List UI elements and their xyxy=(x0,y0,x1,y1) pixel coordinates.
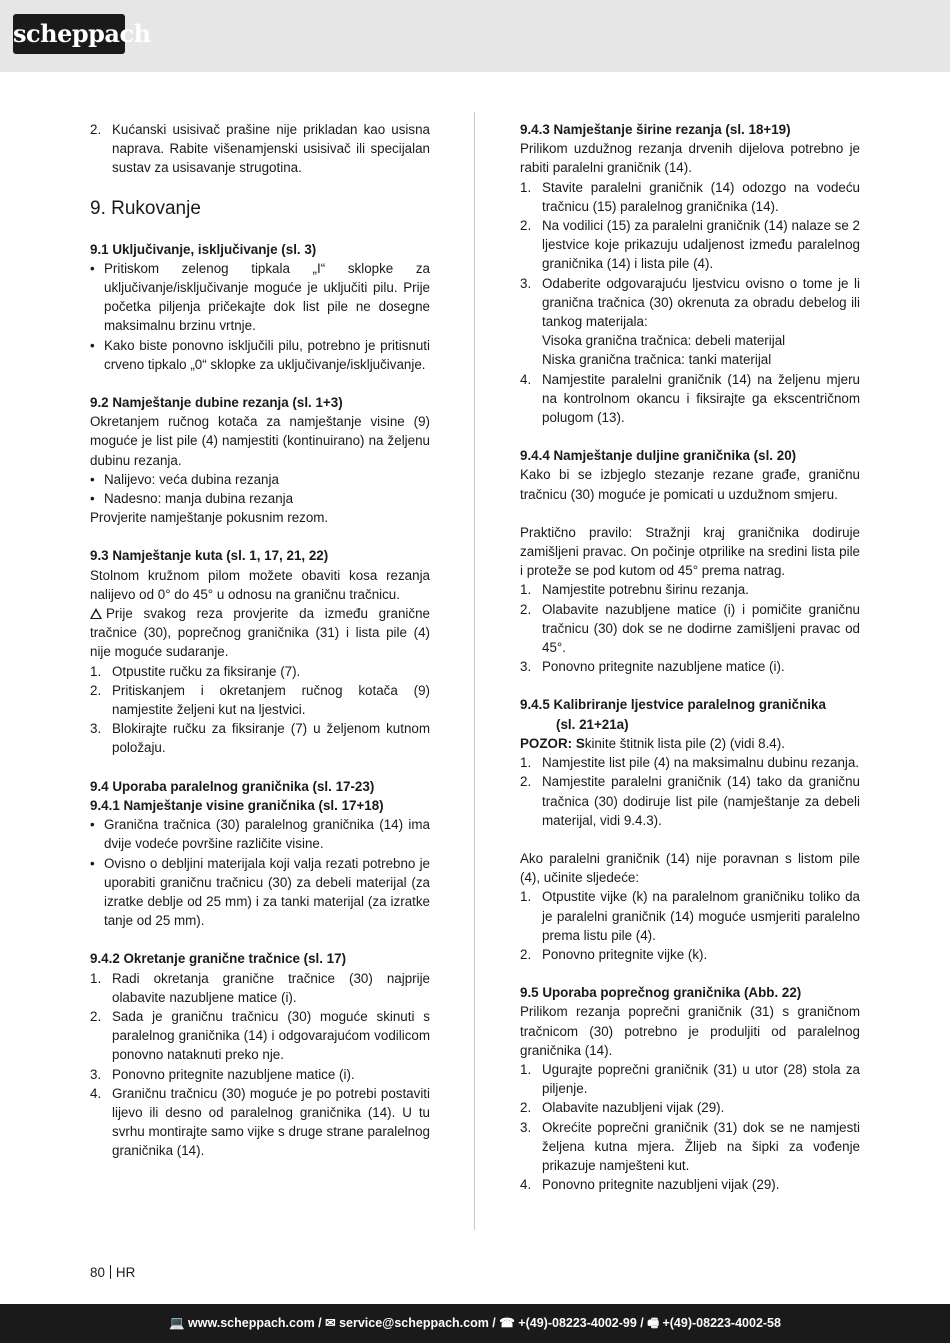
subsection-title-9-4-3: 9.4.3 Namještanje širine rezanja (sl. 18+19) xyxy=(520,122,791,137)
list-item: 3. Ponovno pritegnite nazubljene matice (i). xyxy=(90,1066,355,1082)
list-item: • Ovisno o debljini materijala koji valja rezati potrebno je uporabiti graničnu tračnicu (30) za debeli materijal (za izratke deblje od 25 mm) i za tanki materijal (za izratke tanje od 25 mm). xyxy=(90,855,430,929)
subsection-title-9-2: 9.2 Namještanje dubine rezanja (sl. 1+3) xyxy=(90,395,343,411)
header-bar xyxy=(0,0,950,72)
column-divider xyxy=(474,112,475,1230)
list-item: 2. Pritiskanjem i okretanjem ručnog kotača (9) namjestite željeni kut na ljestvici. xyxy=(90,682,430,718)
list-item: • Pritiskom zelenog tipkala „I“ sklopke za uključivanje/isključivanje moguće je uključiti pilu. Prije početka piljenja pričekajte dok list pile ne dosegne maksimalnu brzinu vrtnje. xyxy=(90,260,430,334)
caution-paragraph: POZOR: Skinite štitnik lista pile (2) (vidi 8.4). xyxy=(520,735,785,751)
list-item: 3. Odaberite odgovarajuću ljestvicu ovisno o tome je li granična tračnica (30) okrenuta za obradu debelog ili tankog materijala: xyxy=(520,275,860,330)
subsection-title-9-4-5: 9.4.5 Kalibriranje ljestvice paralelnog graničnika xyxy=(520,697,826,713)
paragraph: Visoka granična tračnica: debeli materijal xyxy=(542,333,786,349)
list-item: 1. Otpustite ručku za fiksiranje (7). xyxy=(90,663,301,679)
paragraph: Stolnom kružnom pilom možete obaviti kosa rezanja nalijevo od 0° do 45° u odnosu na graničnu tračnicu. xyxy=(90,567,430,602)
subsection-title-9-3: 9.3 Namještanje kuta (sl. 1, 17, 21, 22) xyxy=(90,548,329,564)
list-item: 4. Ponovno pritegnite nazubljeni vijak (29). xyxy=(520,1177,780,1193)
subsection-title-9-5: 9.5 Uporaba poprečnog graničnika (Abb. 22) xyxy=(520,985,802,1001)
left-column xyxy=(90,120,430,1161)
subsection-title-9-1: 9.1 Uključivanje, isključivanje (sl. 3) xyxy=(90,241,317,257)
list-item: 4. Graničnu tračnicu (30) moguće je po potrebi postaviti lijevo ili desno od paralelnog graničnika (14). U tu svrhu montirajte samo vijke s druge strane paralelnog graničnika (14). xyxy=(90,1085,430,1159)
list-item: 2. Na vodilici (15) za paralelni graničnik (14) nalaze se 2 ljestvice koje prikazuju udaljenost između paralelnog graničnika (14) i lista pile (4). xyxy=(520,218,860,272)
list-item: 2. Ponovno pritegnite vijke (k). xyxy=(520,946,708,962)
list-item: 1. Radi okretanja granične tračnice (30) najprije olabavite nazubljene matice (i). xyxy=(90,970,430,1005)
brand-logo: scheppach xyxy=(13,14,125,54)
list-item: 4. Namjestite paralelni graničnik (14) na željenu mjeru na kontrolnom okancu i fiksirajte ga ekscentričnom polugom (13). xyxy=(520,371,860,426)
list-item: • Kako biste ponovno isključili pilu, potrebno je pritisnuti crveno tipkalo „0“ sklopke za uključivanje/isključivanje. xyxy=(90,337,430,372)
paragraph: Praktično pravilo: Stražnji kraj graničnika dodiruje zamišljeni pravac. On počinje otprilike na sredini lista pile i proteže se pod kutom od 45° prema natrag. xyxy=(520,524,860,579)
list-item: 1. Stavite paralelni graničnik (14) odozgo na vodeću tračnicu (15) paralelnog graničnika (14). xyxy=(520,179,860,214)
list-item: 1. Ugurajte poprečni graničnik (31) u utor (28) stola za piljenje. xyxy=(520,1061,860,1097)
section-title: 9. Rukovanje xyxy=(90,197,201,219)
warning-paragraph: Prije svakog reza provjerite da između granične tračnice (30), poprečnog graničnika (31) i lista pile (4) nije moguće sudaranje. xyxy=(90,606,430,660)
subsection-title-9-4: 9.4 Uporaba paralelnog graničnika (sl. 17-23) xyxy=(90,778,375,794)
paragraph: Niska granična tračnica: tanki materijal xyxy=(542,352,772,368)
page-number: 80 HR xyxy=(90,1265,136,1280)
list-item: 2. Kućanski usisivač prašine nije prikladan kao usisna naprava. Rabite višenamjenski usisivač ili specijalan sustav za usisavanje strugotina. xyxy=(90,122,430,176)
list-item: 2. Olabavite nazubljene matice (i) i pomičite graničnu tračnicu (30) dok se ne dodirne zamišljeni pravac od 45°. xyxy=(520,601,860,656)
paragraph: Provjerite namještanje pokusnim rezom. xyxy=(90,510,329,526)
list-item: • Granična tračnica (30) paralelnog graničnika (14) ima dvije vodeće površine različite visine. xyxy=(90,817,430,852)
list-item: 1. Namjestite potrebnu širinu rezanja. xyxy=(520,582,749,598)
right-column xyxy=(520,120,860,1194)
paragraph: Okretanjem ručnog kotača za namještanje visine (9) moguće je list pile (4) namjestiti (kontinuirano) na željenu dubinu rezanja. xyxy=(90,414,430,468)
list-item: 1. Namjestite list pile (4) na maksimalnu dubinu rezanja. xyxy=(520,755,860,771)
list-item: • Nadesno: manja dubina rezanja xyxy=(90,491,294,507)
warning-icon xyxy=(90,608,102,619)
list-item: 3. Blokirajte ručku za fiksiranje (7) u željenom kutnom položaju. xyxy=(90,721,430,756)
list-item: • Nalijevo: veća dubina rezanja xyxy=(90,471,279,487)
paragraph: Kako bi se izbjeglo stezanje rezane građe, graničnu tračnicu (30) moguće je pomicati u uzdužnom smjeru. xyxy=(520,467,860,502)
list-item: 3. Ponovno pritegnite nazubljene matice (i). xyxy=(520,659,785,675)
paragraph: Prilikom uzdužnog rezanja drvenih dijelova potrebno je rabiti paralelni graničnik (14). xyxy=(520,141,860,176)
subsection-title-9-4-1: 9.4.1 Namještanje visine graničnika (sl. 17+18) xyxy=(90,797,384,813)
footer-contact-bar: 💻 www.scheppach.com / ✉ service@scheppach.com / ☎ +(49)-08223-4002-99 / 🖷 +(49)-08223-4002-58 xyxy=(0,1304,950,1343)
subsection-title-9-4-2: 9.4.2 Okretanje granične tračnice (sl. 17) xyxy=(90,951,347,967)
list-item: 3. Okrećite poprečni graničnik (31) dok se ne namjesti željena kutna mjera. Žlijeb na šipki za vođenje prikazuje namješteni kut. xyxy=(520,1119,860,1173)
list-item: 2. Olabavite nazubljeni vijak (29). xyxy=(520,1100,725,1116)
subsection-title-9-4-5-figures: (sl. 21+21a) xyxy=(556,716,629,732)
list-item: 2. Sada je graničnu tračnicu (30) moguće skinuti s paralelnog graničnika (14) i odgovarajućom vodilicom ponovno nataknuti preko nje. xyxy=(90,1008,430,1063)
list-item: 1. Otpustite vijke (k) na paralelnom graničniku toliko da je paralelni graničnik (14) moguće usmjeriti paralelno prema listu pile (4). xyxy=(520,889,860,943)
subsection-title-9-4-4: 9.4.4 Namještanje duljine graničnika (sl. 20) xyxy=(520,448,797,464)
list-item: 2. Namjestite paralelni graničnik (14) tako da graničnu tračnica (30) dodiruje list pile (namještanje za debeli materijal, vidi 9.4.3). xyxy=(520,774,860,828)
paragraph: Ako paralelni graničnik (14) nije poravnan s listom pile (4), učinite sljedeće: xyxy=(520,850,860,886)
language-code: HR xyxy=(115,1265,136,1280)
paragraph: Prilikom rezanja poprečni graničnik (31) s graničnom tračnicom (30) potrebno je produljiti od paralelnog graničnika (14). xyxy=(520,1004,860,1058)
